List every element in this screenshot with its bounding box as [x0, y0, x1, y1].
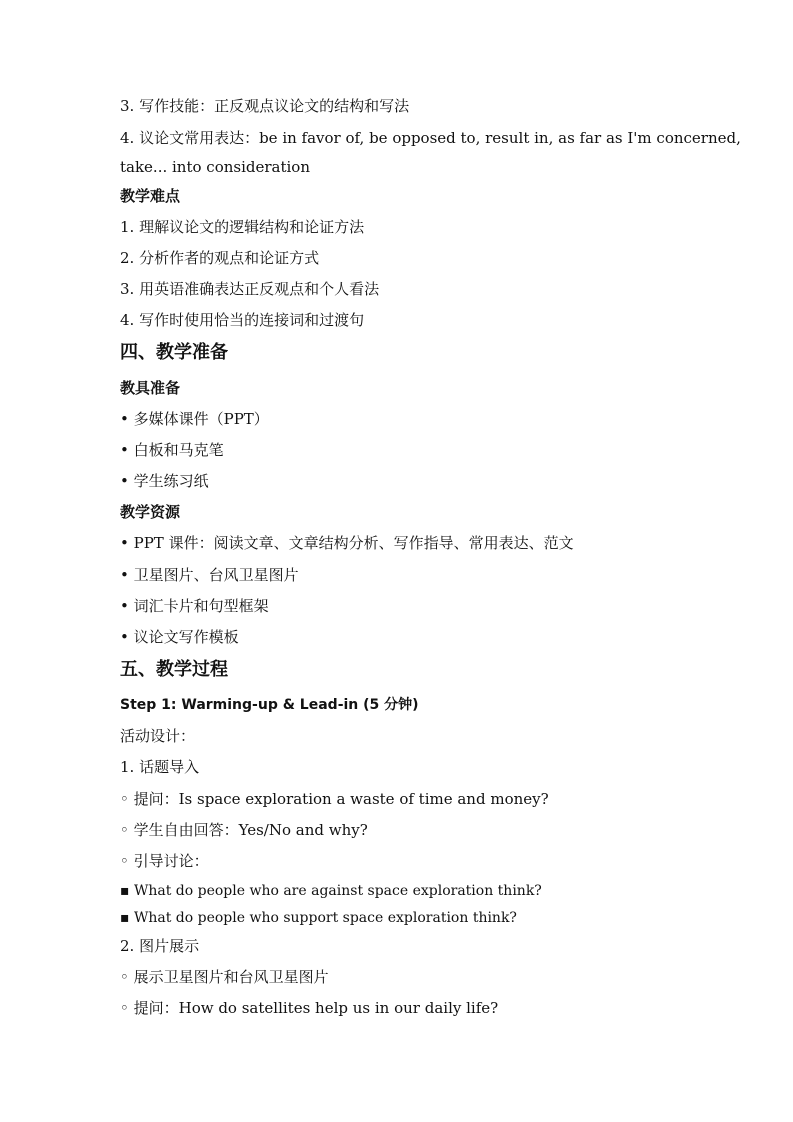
difficulty-item-1: 1. 理解议论文的逻辑结构和论证方法: [120, 218, 365, 236]
difficulty-item-3: 3. 用英语准确表达正反观点和个人看法: [120, 280, 380, 298]
resource-item-ppt: • PPT 课件：阅读文章、文章结构分析、写作指导、常用表达、范文: [120, 534, 574, 552]
writing-skill-item: 3. 写作技能：正反观点议论文的结构和写法: [120, 97, 410, 115]
discussion-point-against: ▪ What do people who are against space exploration think?: [120, 883, 542, 899]
difficulty-item-4: 4. 写作时使用恰当的连接词和过渡句: [120, 311, 365, 329]
aid-item-ppt: • 多媒体课件（PPT）: [120, 410, 269, 428]
resource-item-template: • 议论文写作模板: [120, 628, 239, 646]
guide-discussion-item: ◦ 引导讨论：: [120, 852, 209, 870]
question-item-1: ◦ 提问：Is space exploration a waste of time and money?: [120, 790, 549, 808]
activity-design-label: 活动设计：: [120, 727, 196, 745]
show-pictures-item: ◦ 展示卫星图片和台风卫星图片: [120, 968, 329, 986]
section-heading-difficulties: 教学难点: [120, 187, 181, 205]
resource-item-satellite: • 卫星图片、台风卫星图片: [120, 566, 299, 584]
subheading-teaching-aids: 教具准备: [120, 379, 181, 397]
question-item-2: ◦ 提问：How do satellites help us in our daily life?: [120, 999, 499, 1017]
difficulty-item-2: 2. 分析作者的观点和论证方式: [120, 249, 320, 267]
subheading-resources: 教学资源: [120, 503, 181, 521]
answer-item: ◦ 学生自由回答：Yes/No and why?: [120, 821, 368, 839]
expressions-item: 4. 议论文常用表达：be in favor of, be opposed to, result in, as far as I'm concerned,: [120, 129, 741, 147]
aid-item-worksheet: • 学生练习纸: [120, 472, 209, 490]
section-heading-preparation: 四、教学准备: [120, 342, 228, 363]
section-heading-process: 五、教学过程: [120, 659, 228, 680]
topic-intro-item: 1. 话题导入: [120, 758, 200, 776]
resource-item-cards: • 词汇卡片和句型框架: [120, 597, 269, 615]
picture-display-item: 2. 图片展示: [120, 937, 200, 955]
aid-item-whiteboard: • 白板和马克笔: [120, 441, 224, 459]
step-1-heading: Step 1: Warming-up & Lead-in (5 分钟): [120, 697, 419, 713]
expressions-item-continued: take... into consideration: [120, 158, 310, 176]
discussion-point-support: ▪ What do people who support space exploration think?: [120, 910, 517, 926]
